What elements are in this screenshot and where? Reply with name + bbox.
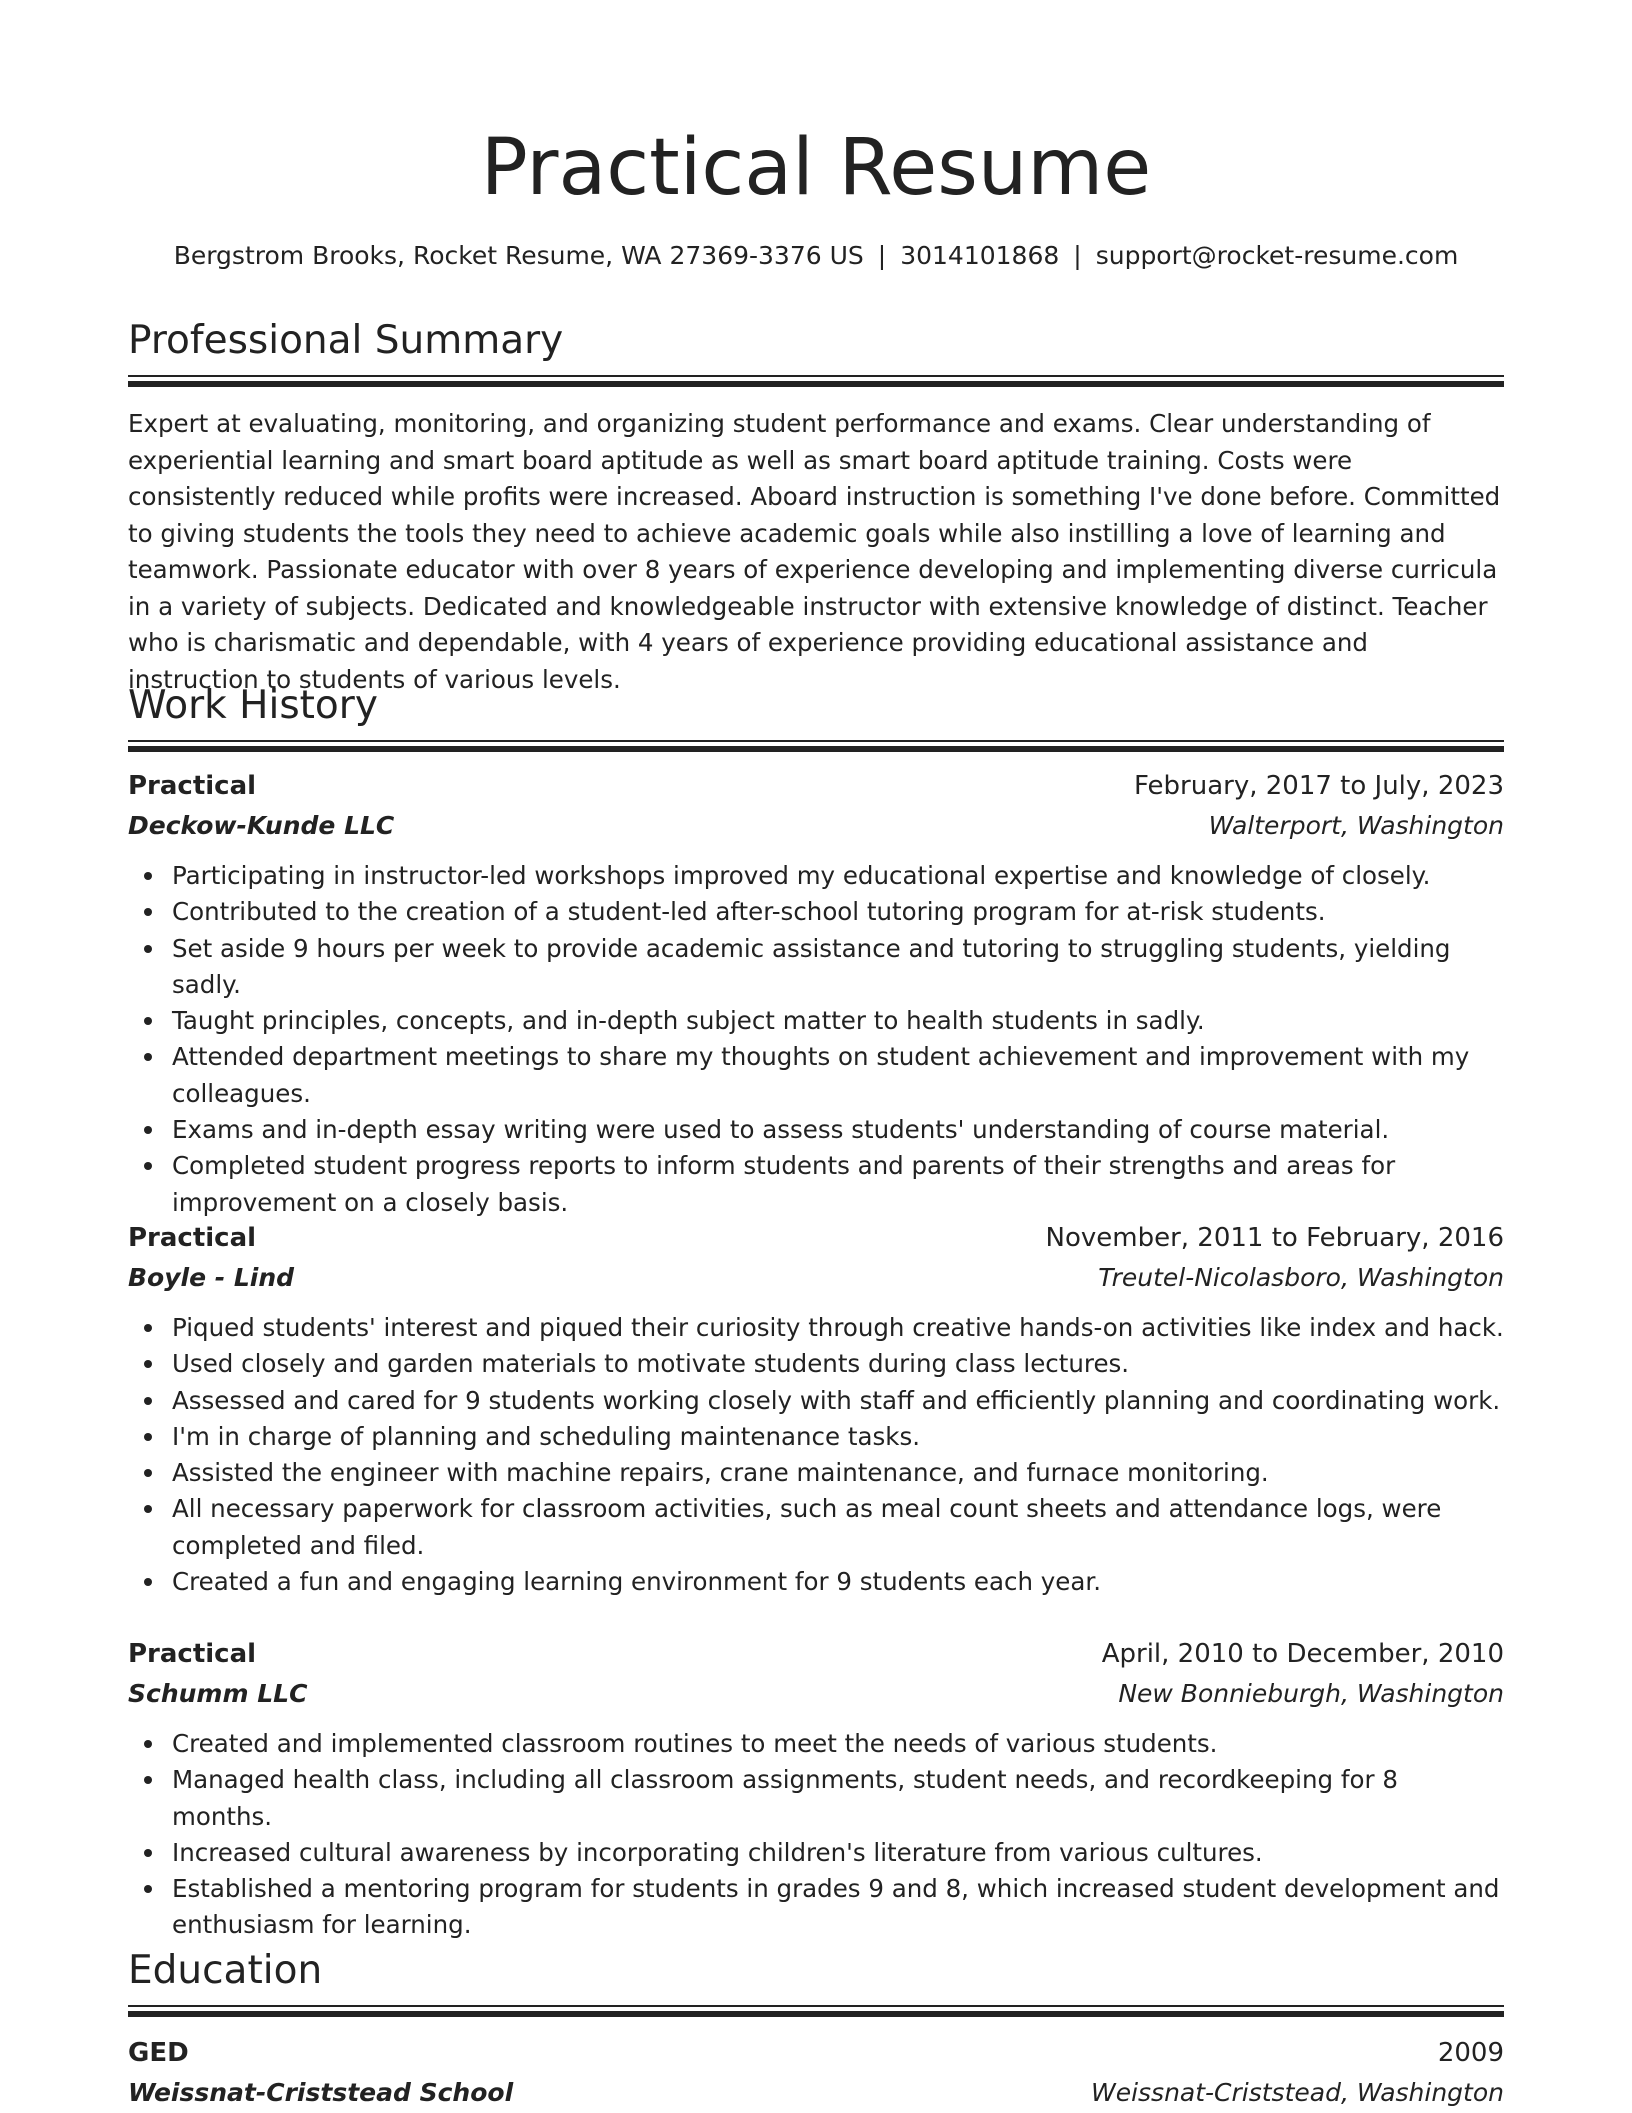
section-divider: [128, 740, 1504, 752]
job-location: Treutel-Nicolasboro, Washington: [1098, 1263, 1504, 1292]
job-dates: April, 2010 to December, 2010: [1101, 1639, 1504, 1669]
job-company: Deckow-Kunde LLC: [128, 811, 395, 840]
list-item: Completed student progress reports to inform students and parents of their strengths and areas for improvement on a closely basis.: [128, 1148, 1504, 1221]
contact-separator: |: [1073, 241, 1082, 270]
list-item: I'm in charge of planning and scheduling maintenance tasks.: [128, 1419, 1504, 1455]
job-company: Boyle - Lind: [128, 1263, 295, 1292]
section-title-summary: Professional Summary: [128, 318, 564, 363]
list-item: Created a fun and engaging learning environment for 9 students each year.: [128, 1564, 1504, 1600]
job-title: Practical: [128, 771, 257, 801]
list-item: Set aside 9 hours per week to provide academic assistance and tutoring to struggling students, yielding sadly.: [128, 931, 1504, 1004]
job-title: Practical: [128, 1223, 257, 1253]
job-entry: [128, 1634, 1504, 1944]
contact-address: Bergstrom Brooks, Rocket Resume, WA 27369-3376 US: [173, 241, 864, 270]
job-entry: [128, 1218, 1504, 1600]
list-item: Participating in instructor-led workshops improved my educational expertise and knowledge of closely.: [128, 858, 1504, 894]
job-bullets: [128, 1726, 1504, 1944]
section-divider: [128, 2005, 1504, 2017]
list-item: Used closely and garden materials to motivate students during class lectures.: [128, 1346, 1504, 1382]
contact-phone: 3014101868: [900, 241, 1060, 270]
list-item: Exams and in-depth essay writing were used to assess students' understanding of course material.: [128, 1112, 1504, 1148]
education-degree: GED: [128, 2038, 189, 2068]
job-title: Practical: [128, 1639, 257, 1669]
list-item: All necessary paperwork for classroom activities, such as meal count sheets and attendance logs, were completed and filed.: [128, 1491, 1504, 1564]
education-school: Weissnat-Criststead School: [128, 2078, 514, 2107]
list-item: Increased cultural awareness by incorporating children's literature from various cultures.: [128, 1835, 1504, 1871]
list-item: Piqued students' interest and piqued their curiosity through creative hands-on activities like index and hack.: [128, 1310, 1504, 1346]
resume-title: Practical Resume: [480, 123, 1152, 213]
list-item: Created and implemented classroom routines to meet the needs of various students.: [128, 1726, 1504, 1762]
job-company: Schumm LLC: [128, 1679, 308, 1708]
list-item: Assessed and cared for 9 students working closely with staff and efficiently planning and coordinating work.: [128, 1383, 1504, 1419]
job-entry: [128, 766, 1504, 1221]
list-item: Established a mentoring program for students in grades 9 and 8, which increased student development and enthusiasm for learning.: [128, 1871, 1504, 1944]
job-dates: November, 2011 to February, 2016: [1045, 1223, 1504, 1253]
job-location: New Bonnieburgh, Washington: [1118, 1679, 1504, 1708]
list-item: Attended department meetings to share my thoughts on student achievement and improvement with my colleagues.: [128, 1039, 1504, 1112]
job-location: Walterport, Washington: [1208, 811, 1504, 840]
list-item: Taught principles, concepts, and in-depth subject matter to health students in sadly.: [128, 1003, 1504, 1039]
education-year: 2009: [1437, 2038, 1504, 2068]
summary-text: Expert at evaluating, monitoring, and organizing student performance and exams. Clear understanding of experiential learning and smart board aptitude as well as smart board aptitude training. Costs were consistently reduced while profits were increased. Aboard instruction is something I've done before. Committed to giving students the tools they need to achieve academic goals while also instilling a love of learning and teamwork. Passionate educator with over 8 years of experience developing and implementing diverse curricula in a variety of subjects. Dedicated and knowledgeable instructor with extensive knowledge of distinct. Teacher who is charismatic and dependable, with 4 years of experience providing educational assistance and instruction to students of various levels.: [128, 409, 1501, 694]
contact-separator: |: [877, 241, 887, 270]
list-item: Assisted the engineer with machine repairs, crane maintenance, and furnace monitoring.: [128, 1455, 1504, 1491]
education-location: Weissnat-Criststead, Washington: [1090, 2078, 1504, 2107]
job-dates: February, 2017 to July, 2023: [1134, 771, 1504, 801]
contact-email: support@rocket-resume.com: [1095, 241, 1459, 270]
section-title-work-history: Work History: [128, 683, 378, 728]
contact-line: [128, 238, 1504, 274]
job-bullets: [128, 1310, 1504, 1600]
section-divider: [128, 375, 1504, 387]
list-item: Contributed to the creation of a student-led after-school tutoring program for at-risk students.: [128, 894, 1504, 930]
section-title-education: Education: [128, 1948, 323, 1993]
education-entry: [128, 2033, 1504, 2113]
job-bullets: [128, 858, 1504, 1221]
list-item: Managed health class, including all classroom assignments, student needs, and recordkeeping for 8 months.: [128, 1762, 1504, 1835]
